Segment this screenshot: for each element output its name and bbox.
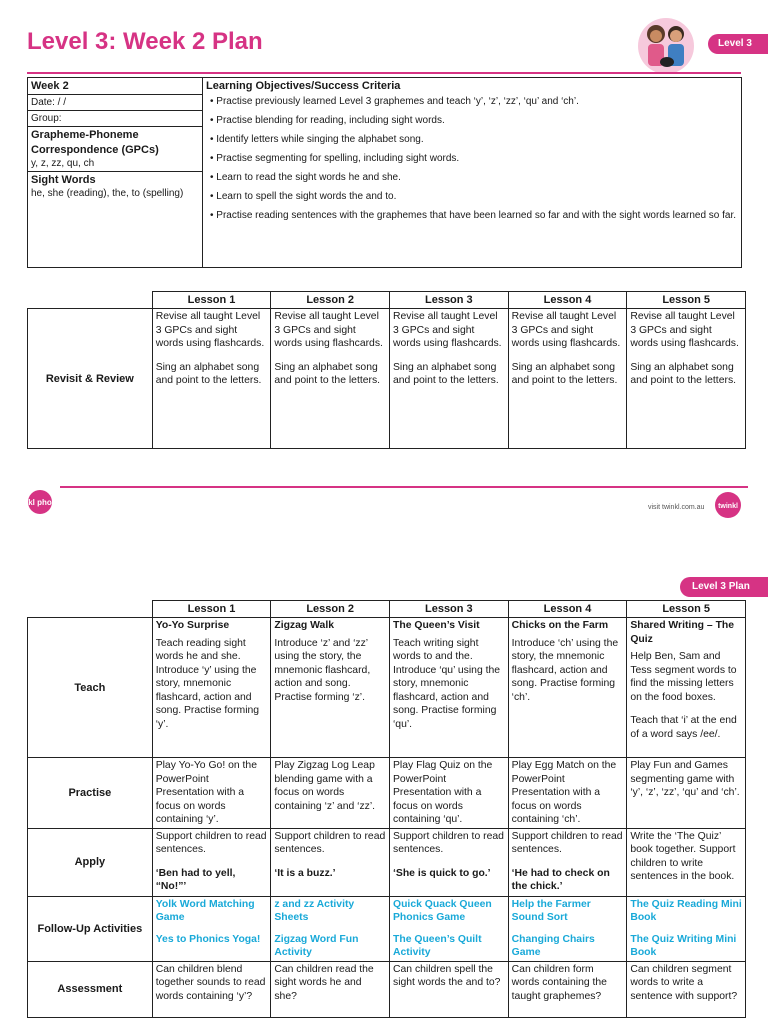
sight-words-heading: Sight Words (31, 173, 96, 186)
assessment-cell: Can children read the sight words he and she? (271, 961, 390, 1017)
page-title: Level 3: Week 2 Plan (27, 28, 263, 55)
gpc-cell (28, 127, 202, 172)
twinkl-phonics-logo-icon (12, 488, 70, 518)
apply-cell: Support children to read sentences. ‘She is quick to go.’ (390, 828, 509, 896)
lesson-header: Lesson 3 (390, 292, 509, 309)
objective-item: • Practise previously learned Level 3 graphemes and teach ‘y’, ‘z’, ‘zz’, ‘qu’ and ‘ch’. (210, 96, 579, 108)
revisit-cell: Revise all taught Level 3 GPCs and sight words using flashcards. Sing an alphabet song and point to the letters. (152, 309, 271, 449)
objective-item: • Identify letters while singing the alphabet song. (210, 134, 424, 146)
revisit-cell: Revise all taught Level 3 GPCs and sight words using flashcards. Sing an alphabet song and point to the letters. (508, 309, 627, 449)
practise-cell: Play Flag Quiz on the PowerPoint Presentation with a focus on words containing ‘qu’. (390, 758, 509, 829)
corner-blank (28, 601, 153, 618)
practise-cell: Play Fun and Games segmenting game with ‘y’, ‘z’, ‘zz’, ‘qu’ and ‘ch’. (627, 758, 746, 829)
apply-label: Apply (28, 828, 153, 896)
lesson-header: Lesson 1 (152, 601, 271, 618)
activity-link[interactable]: The Queen’s Quilt Activity (393, 933, 482, 959)
lesson-header: Lesson 2 (271, 601, 390, 618)
teach-cell: Chicks on the Farm Introduce ‘ch’ using the story, the mnemonic flashcard, action and song. Practise forming ‘ch’. (508, 618, 627, 758)
children-illustration-icon (634, 14, 698, 74)
sight-words-cell (28, 172, 202, 201)
lesson-header: Lesson 5 (627, 601, 746, 618)
gpc-heading: Grapheme-Phoneme Correspondence (GPCs) (31, 129, 159, 156)
lesson-header: Lesson 5 (627, 292, 746, 309)
followup-label: Follow-Up Activities (28, 896, 153, 961)
twinkl-badge-icon (712, 490, 744, 520)
followup-cell (627, 896, 746, 961)
lesson-plan-table (27, 600, 746, 1018)
teach-cell: Yo-Yo Surprise Teach reading sight words he and she. Introduce ‘y’ using the story, mnemonic flashcard, action and song. Practise forming ‘y’. (152, 618, 271, 758)
activity-link[interactable]: The Quiz Writing Mini Book (630, 933, 737, 959)
lesson-header: Lesson 4 (508, 292, 627, 309)
footer-divider (60, 486, 748, 488)
date-field: Date: / / (28, 95, 202, 111)
followup-cell (390, 896, 509, 961)
activity-link[interactable]: Zigzag Word Fun Activity (274, 933, 359, 959)
activity-link[interactable]: Yes to Phonics Yoga! (155, 933, 261, 945)
lesson-header: Lesson 2 (271, 292, 390, 309)
sight-words-value: he, she (reading), the, to (spelling) (31, 188, 184, 200)
activity-link[interactable]: z and zz Activity Sheets (274, 898, 355, 924)
objective-item: • Learn to read the sight words he and she. (210, 172, 401, 184)
objectives-table (27, 77, 742, 268)
revisit-cell: Revise all taught Level 3 GPCs and sight words using flashcards. Sing an alphabet song and point to the letters. (271, 309, 390, 449)
assessment-cell: Can children blend together sounds to read words containing ‘y’? (152, 961, 271, 1017)
followup-cell (508, 896, 627, 961)
apply-cell: Support children to read sentences. ‘Ben had to yell, “No!”’ (152, 828, 271, 896)
revisit-label: Revisit & Review (28, 309, 153, 449)
teach-cell: Zigzag Walk Introduce ‘z’ and ‘zz’ using the story, the mnemonic flashcard, action and song. Practise forming ‘z’. (271, 618, 390, 758)
objectives-cell (203, 78, 742, 268)
level-badge: Level 3 (708, 34, 768, 54)
gpc-value: y, z, zz, qu, ch (31, 157, 95, 169)
teach-label: Teach (28, 618, 153, 758)
header-divider (27, 72, 741, 74)
practise-label: Practise (28, 758, 153, 829)
revisit-cell: Revise all taught Level 3 GPCs and sight words using flashcards. Sing an alphabet song and point to the letters. (627, 309, 746, 449)
teach-cell: The Queen’s Visit Teach writing sight words to and the. Introduce ‘qu’ using the story, mnemonic flashcard, action and song. Practise forming ‘qu’. (390, 618, 509, 758)
objective-item: • Practise blending for reading, including sight words. (210, 115, 445, 127)
followup-cell (271, 896, 390, 961)
revisit-table (27, 291, 746, 449)
objectives-heading: Learning Objectives/Success Criteria (206, 80, 401, 92)
assessment-cell: Can children form words containing the taught graphemes? (508, 961, 627, 1017)
footer-url[interactable]: visit twinkl.com.au (648, 504, 705, 511)
apply-cell: Write the ‘The Quiz’ book together. Support children to write sentences in the book. (627, 828, 746, 896)
corner-blank (28, 292, 153, 309)
assessment-label: Assessment (28, 961, 153, 1017)
practise-cell: Play Egg Match on the PowerPoint Presentation with a focus on words containing ‘ch’. (508, 758, 627, 829)
week-info-cell (28, 78, 203, 268)
teach-cell: Shared Writing – The Quiz Help Ben, Sam and Tess segment words to find the missing letters on the food boxes. Teach that ‘i’ at the end of a word says /ee/. (627, 618, 746, 758)
objectives-list (206, 95, 738, 222)
svg-text:twinkl phonics: twinkl phonics (12, 498, 68, 507)
practise-cell: Play Yo-Yo Go! on the PowerPoint Presentation with a focus on words containing ‘y’. (152, 758, 271, 829)
assessment-cell: Can children segment words to write a sentence with support? (627, 961, 746, 1017)
objective-item: • Practise segmenting for spelling, including sight words. (210, 153, 460, 165)
lesson-header: Lesson 1 (152, 292, 271, 309)
assessment-cell: Can children spell the sight words the and to? (390, 961, 509, 1017)
lesson-header: Lesson 4 (508, 601, 627, 618)
revisit-cell: Revise all taught Level 3 GPCs and sight words using flashcards. Sing an alphabet song and point to the letters. (390, 309, 509, 449)
lesson-header: Lesson 3 (390, 601, 509, 618)
activity-link[interactable]: Help the Farmer Sound Sort (511, 898, 591, 924)
objective-item: • Learn to spell the sight words the and to. (210, 191, 397, 203)
activity-link[interactable]: Changing Chairs Game (511, 933, 595, 959)
activity-link[interactable]: Yolk Word Matching Game (155, 898, 255, 924)
level-plan-badge: Level 3 Plan (680, 577, 768, 597)
objective-item: • Practise reading sentences with the graphemes that have been learned so far and with the sight words learned so far. (210, 210, 737, 222)
activity-link[interactable]: Quick Quack Queen Phonics Game (393, 898, 492, 924)
group-field: Group: (28, 111, 202, 127)
followup-cell (152, 896, 271, 961)
apply-cell: Support children to read sentences. ‘It is a buzz.’ (271, 828, 390, 896)
apply-cell: Support children to read sentences. ‘He had to check on the chick.’ (508, 828, 627, 896)
week-label: Week 2 (28, 78, 202, 95)
activity-link[interactable]: The Quiz Reading Mini Book (630, 898, 742, 924)
practise-cell: Play Zigzag Log Leap blending game with a focus on words containing ‘z’ and ‘zz’. (271, 758, 390, 829)
svg-text:twinkl: twinkl (718, 503, 738, 510)
